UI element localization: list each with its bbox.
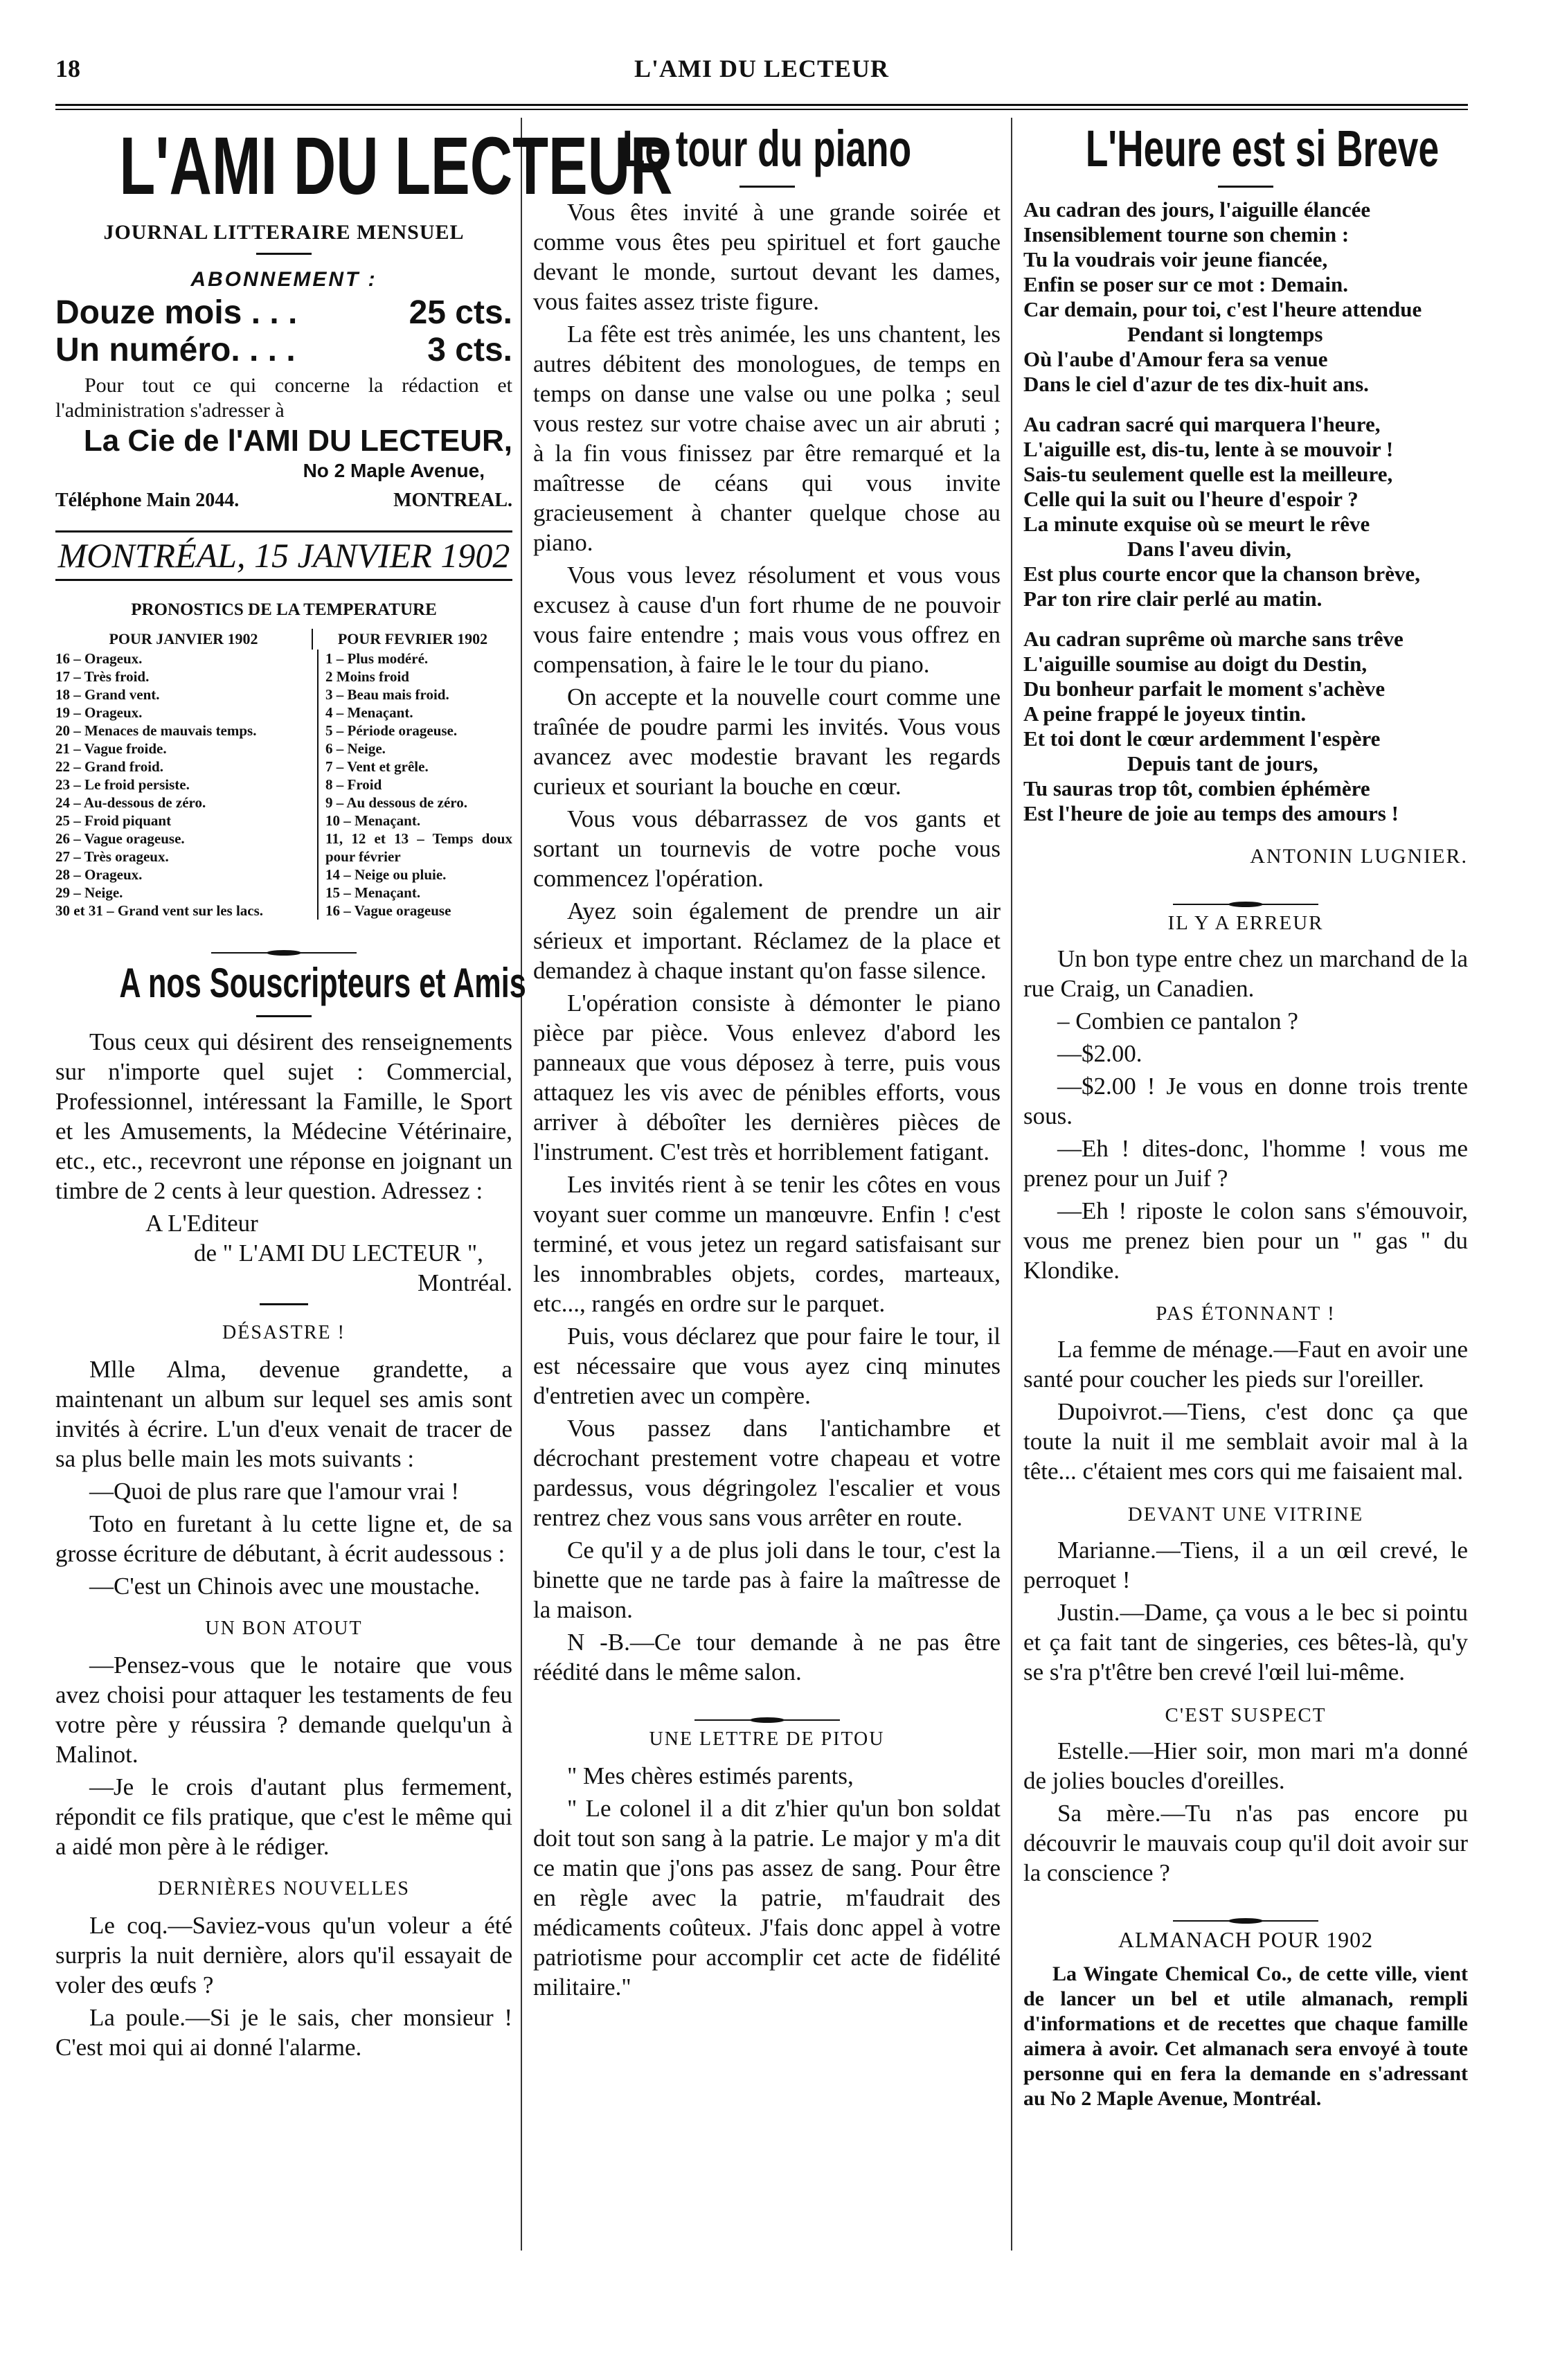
forecast-row: 16 – Orageux. <box>55 650 143 667</box>
paragraph: N -B.—Ce tour demande à ne pas être réédité dans le même salon. <box>533 1629 1001 1685</box>
admin-note: Pour tout ce qui concerne la rédaction et l'administration s'adresser à <box>55 374 512 422</box>
paragraph: " Mes chères estimés parents, <box>567 1762 854 1789</box>
paragraph: Ayez soin également de prendre un air sérieux et important. Réclamez de la place et demandez à chaque instant qu'on fasse silence. <box>533 897 1001 984</box>
forecast-row: 8 – Froid <box>325 776 382 793</box>
section-title: C'EST SUSPECT <box>1165 1704 1327 1726</box>
paragraph: " Le colonel il a dit z'hier qu'un bon soldat doit tout son sang à la patrie. Le major y m'a dit ce matin que j'ons pas assez de sang. Pour être en règle avec la patrie, m'faudrait des médicaments coûteux. J'fais donc appel à votre patriotisme pour accomplir cet acte de fidélité militaire." <box>533 1795 1001 2001</box>
forecast-row: 4 – Menaçant. <box>325 704 413 721</box>
paragraph: Puis, vous déclarez que pour faire le tour, il est nécessaire que vous ayez cinq minutes d'entretien avec un compère. <box>533 1323 1001 1409</box>
paragraph: On accepte et la nouvelle court comme une traînée de poudre parmi les invités. Vous vous avancez avec modestie bravant les regards curieux et souriant la bouche en cœur. <box>533 683 1001 800</box>
column-divider <box>1011 118 1012 2251</box>
forecast-row: 18 – Grand vent. <box>55 686 160 703</box>
poem-line: Du bonheur parfait le moment s'achève <box>1023 677 1386 701</box>
editeur-line: Montréal. <box>417 1269 512 1296</box>
paragraph: La fête est très animée, les uns chantent, les autres débitent des monologues, de temps en temps on danse une valse ou une polka ; seul vous restez sur votre chaise avec un air abruti ; à la fin vous finissez par être remarqué et la maîtresse de céans qui vous invite gracieusement à chanter quelque chose au piano. <box>533 321 1001 556</box>
poem-line: Par ton rire clair perlé au matin. <box>1023 587 1323 611</box>
article-body <box>533 197 1001 1687</box>
section-title: DÉSASTRE ! <box>222 1322 346 1343</box>
paragraph: —Quoi de plus rare que l'amour vrai ! <box>89 1478 460 1505</box>
rule <box>739 186 795 188</box>
paragraph: —Eh ! dites-donc, l'homme ! vous me prenez pour un Juif ? <box>1023 1135 1468 1192</box>
poem-line: Où l'aube d'Amour fera sa venue <box>1023 347 1328 371</box>
editeur-line: A L'Editeur <box>145 1210 258 1237</box>
forecast-row: 2 Moins froid <box>325 668 409 685</box>
paragraph: Vous vous levez résolument et vous vous excusez à cause d'un fort rhume de ne pouvoir vous faire entendre ; mais vous vous offrez en compensation, à faire le le tour du piano. <box>533 562 1001 678</box>
masthead: L'AMI DU LECTEUR <box>119 120 673 212</box>
forecast-row: 23 – Le froid persiste. <box>55 776 190 793</box>
forecast-row: 9 – Au dessous de zéro. <box>325 794 467 811</box>
page-number: 18 <box>55 55 80 82</box>
paragraph: Ce qu'il y a de plus joli dans le tour, c'est la binette que ne tarde pas à faire la maîtresse de la maison. <box>533 1537 1001 1623</box>
section-title: UNE LETTRE DE PITOU <box>649 1728 885 1750</box>
price-label: Un numéro. . . . <box>55 332 296 368</box>
forecast-row: 6 – Neige. <box>325 740 386 757</box>
paragraph: La femme de ménage.—Faut en avoir une santé pour coucher les pieds sur l'oreiller. <box>1023 1336 1468 1393</box>
running-title: L'AMI DU LECTEUR <box>634 55 890 82</box>
forecast-header <box>55 629 512 650</box>
poem-line: Tu la voudrais voir jeune fiancée, <box>1023 247 1328 271</box>
paragraph: Justin.—Dame, ça vous a le bec si pointu et ça fait tant de singeries, ces bêtes-là, qu'y se s'ra p't'être ben crevé l'œil lui-même. <box>1023 1599 1468 1685</box>
poem-line: Celle qui la suit ou l'heure d'espoir ? <box>1023 487 1359 511</box>
forecast-row: 11, 12 et 13 – Temps doux pour février <box>325 830 512 865</box>
poem-line: Sais-tu seulement quelle est la meilleure, <box>1023 462 1393 486</box>
poem-line: Et toi dont le cœur ardemment l'espère <box>1023 726 1381 751</box>
forecast-row: 29 – Neige. <box>55 884 123 901</box>
ornament-divider <box>533 1702 1001 1709</box>
section-title: DERNIÈRES NOUVELLES <box>158 1878 410 1899</box>
forecast-row: 28 – Orageux. <box>55 866 143 883</box>
feb-forecast-list <box>319 650 512 920</box>
forecast-row: 3 – Beau mais froid. <box>325 686 449 703</box>
rule <box>256 253 312 255</box>
poem <box>1023 197 1468 826</box>
dateline: MONTRÉAL, 15 JANVIER 1902 <box>55 530 512 581</box>
paragraph: L'opération consiste à démonter le piano pièce par pièce. Vous enlevez d'abord les panneaux que vous déposez à terre, puis vous attaquez les vis avec de pénibles efforts, vous arriver à déboîter les dernières pièces de l'instrument. C'est très et horriblement fatigant. <box>533 990 1001 1165</box>
feb-header: POUR FEVRIER 1902 <box>337 630 488 647</box>
poem-line: Est plus courte encor que la chanson brève, <box>1023 562 1420 586</box>
forecast-row: 17 – Très froid. <box>55 668 150 685</box>
address-line: No 2 Maple Avenue, <box>303 460 485 481</box>
poem-line: Au cadran des jours, l'aiguille élancée <box>1023 197 1371 222</box>
paragraph: —Pensez-vous que le notaire que vous avez choisi pour attaquer les testaments de feu votre père y réussira ? demande quelqu'un à Malinot. <box>55 1652 512 1768</box>
forecast-row: 26 – Vague orageuse. <box>55 830 185 847</box>
company-name: La Cie de l'AMI DU LECTEUR, <box>83 424 512 458</box>
forecast-table <box>55 650 512 920</box>
paragraph: —$2.00. <box>1057 1040 1142 1067</box>
forecast-row: 22 – Grand froid. <box>55 758 163 775</box>
section-title: A nos Souscripteurs et Amis <box>119 960 526 1006</box>
paragraph: Les invités rient à se tenir les côtes en vous voyant suer comme un manœuvre. Enfin ! c'est terminé, et vous jetez un regard satisfaisant sur les innombrables objets, cordes, marteaux, etc..., rangés en ordre sur le parquet. <box>533 1171 1001 1317</box>
paragraph: Tous ceux qui désirent des renseignements sur n'importe quel sujet : Commercial, Professionnel, intéressant la Famille, le Sport et les Amusements, la Médecine Vétérinaire, etc., etc., recevront une réponse en joignant un timbre de 2 cents à leur question. Adressez : <box>55 1028 512 1204</box>
paragraph: Un bon type entre chez un marchand de la rue Craig, un Canadien. <box>1023 945 1468 1002</box>
forecast-row: 25 – Froid piquant <box>55 812 172 829</box>
paragraph: – Combien ce pantalon ? <box>1057 1008 1298 1035</box>
pronostics-title: PRONOSTICS DE LA TEMPERATURE <box>131 600 437 619</box>
section-title: DEVANT UNE VITRINE <box>1127 1503 1364 1525</box>
contact-row <box>55 485 512 515</box>
paragraph: La poule.—Si je le sais, cher monsieur ! C'est moi qui ai donné l'alarme. <box>55 2004 512 2061</box>
poem-line: Est l'heure de joie au temps des amours ! <box>1023 801 1399 825</box>
forecast-row: 5 – Période orageuse. <box>325 722 458 739</box>
poem-line: L'aiguille soumise au doigt du Destin, <box>1023 652 1368 676</box>
price-value: 25 cts. <box>409 294 512 331</box>
paragraph: La Wingate Chemical Co., de cette ville, vient de lancer un bel et utile almanach, rempli d'informations et de recettes que chaque famille aimera à avoir. Cet almanach sera envoyé à toute personne qui en fera la demande en s'adressant au No 2 Maple Avenue, Montréal. <box>1023 1962 1468 2110</box>
paragraph: Vous vous débarrassez de vos gants et sortant un tournevis de votre poche vous commencez l'opération. <box>533 805 1001 892</box>
forecast-row: 21 – Vague froide. <box>55 740 167 757</box>
forecast-row: 16 – Vague orageuse <box>325 902 451 919</box>
poem-stanza <box>1023 627 1468 826</box>
column-right <box>1023 118 1468 2114</box>
price-row <box>55 294 512 332</box>
rule <box>260 1303 308 1305</box>
forecast-row: 27 – Très orageux. <box>55 848 169 865</box>
ornament-divider <box>1023 1903 1468 1910</box>
poem-line: Dans l'aveu divin, <box>1127 537 1291 561</box>
poem-line: Au cadran sacré qui marquera l'heure, <box>1023 412 1381 436</box>
paragraph: Vous passez dans l'antichambre et décrochant prestement votre chapeau et votre pardessus, vous dégringolez l'escalier et vous rentrez chez vous sans vous arrêter en route. <box>533 1415 1001 1531</box>
column-divider <box>521 118 522 2251</box>
journal-subtitle: JOURNAL LITTERAIRE MENSUEL <box>103 221 465 244</box>
article-title: Le tour du piano <box>622 120 912 177</box>
poem-stanza <box>1023 197 1468 397</box>
poem-title: L'Heure est si Breve <box>1085 120 1440 177</box>
paragraph: Estelle.—Hier soir, mon mari m'a donné de jolies boucles d'oreilles. <box>1023 1737 1468 1794</box>
telephone: Téléphone Main 2044. <box>55 490 240 511</box>
poem-line: Depuis tant de jours, <box>1127 751 1318 776</box>
column-middle <box>533 118 1001 2005</box>
abonnement-label: ABONNEMENT : <box>190 268 377 291</box>
ornament-divider <box>1023 886 1468 893</box>
poem-line: Pendant si longtemps <box>1127 322 1323 346</box>
poem-line: A peine frappé le joyeux tintin. <box>1023 701 1307 726</box>
poem-line: Dans le ciel d'azur de tes dix-huit ans. <box>1023 372 1369 396</box>
editeur-line: de " L'AMI DU LECTEUR ", <box>194 1240 483 1267</box>
forecast-row: 1 – Plus modéré. <box>325 650 429 667</box>
forecast-row: 15 – Menaçant. <box>325 884 421 901</box>
poem-line: L'aiguille est, dis-tu, lente à se mouvoir ! <box>1023 437 1394 461</box>
rule <box>256 1015 312 1017</box>
poem-author: ANTONIN LUGNIER. <box>1250 845 1468 868</box>
poem-line: Car demain, pour toi, c'est l'heure attendue <box>1023 297 1422 321</box>
section-title: ALMANACH POUR 1902 <box>1118 1927 1374 1952</box>
forecast-row: 20 – Menaces de mauvais temps. <box>55 722 257 739</box>
paragraph: —C'est un Chinois avec une moustache. <box>89 1573 481 1600</box>
poem-line: Tu sauras trop tôt, combien éphémère <box>1023 776 1370 800</box>
poem-line: La minute exquise où se meurt le rêve <box>1023 512 1370 536</box>
jan-forecast-list <box>55 650 319 920</box>
paragraph: Toto en furetant à lu cette ligne et, de sa grosse écriture de débutant, à écrit audessous : <box>55 1510 512 1567</box>
paragraph: —Je le crois d'autant plus fermement, répondit ce fils pratique, que c'est le même qui a aidé mon père à le rédiger. <box>55 1773 512 1860</box>
rule <box>1218 186 1273 188</box>
running-header <box>55 54 1468 89</box>
poem-line: Au cadran suprême où marche sans trêve <box>1023 627 1404 651</box>
ornament-divider <box>55 935 512 942</box>
paragraph: Le coq.—Saviez-vous qu'un voleur a été surpris la nuit dernière, alors qu'il essayait de voler des œufs ? <box>55 1912 512 1998</box>
price-value: 3 cts. <box>427 332 512 368</box>
price-label: Douze mois . . . <box>55 294 298 331</box>
paragraph: Sa mère.—Tu n'as pas encore pu découvrir le mauvais coup qu'il doit avoir sur la conscience ? <box>1023 1800 1468 1886</box>
paragraph: Dupoivrot.—Tiens, c'est donc ça que toute la nuit il me semblait avoir mal à la tête... c'étaient mes cors qui me faisaient mal. <box>1023 1398 1468 1485</box>
paragraph: —$2.00 ! Je vous en donne trois trente sous. <box>1023 1073 1468 1129</box>
paragraph: Vous êtes invité à une grande soirée et comme vous êtes peu spirituel et fort gauche devant le monde, surtout devant les dames, vous faites assez triste figure. <box>533 199 1001 315</box>
section-title: PAS ÉTONNANT ! <box>1156 1303 1336 1325</box>
paragraph: Mlle Alma, devenue grandette, a maintenant un album sur lequel ses amis sont invités à écrire. L'un d'eux venait de tracer de sa plus belle main les mots suivants : <box>55 1356 512 1472</box>
paragraph: Marianne.—Tiens, il a un œil crevé, le perroquet ! <box>1023 1537 1468 1593</box>
forecast-row: 10 – Menaçant. <box>325 812 421 829</box>
jan-header: POUR JANVIER 1902 <box>55 629 313 650</box>
poem-line: Enfin se poser sur ce mot : Demain. <box>1023 272 1348 296</box>
poem-line: Insensiblement tourne son chemin : <box>1023 222 1350 247</box>
price-row <box>55 332 512 369</box>
forecast-row: 14 – Neige ou pluie. <box>325 866 447 883</box>
forecast-row: 30 et 31 – Grand vent sur les lacs. <box>55 902 264 919</box>
city: MONTREAL. <box>393 490 512 511</box>
section-title: IL Y A ERREUR <box>1167 912 1324 934</box>
forecast-row: 19 – Orageux. <box>55 704 143 721</box>
paragraph: —Eh ! riposte le colon sans s'émouvoir, vous me prenez bien pour un " gas " du Klondike. <box>1023 1197 1468 1284</box>
poem-stanza <box>1023 412 1468 611</box>
forecast-row: 24 – Au-dessous de zéro. <box>55 794 206 811</box>
header-rule <box>55 104 1468 110</box>
forecast-row: 7 – Vent et grêle. <box>325 758 429 775</box>
section-title: UN BON ATOUT <box>205 1618 363 1639</box>
column-left <box>55 118 673 2065</box>
